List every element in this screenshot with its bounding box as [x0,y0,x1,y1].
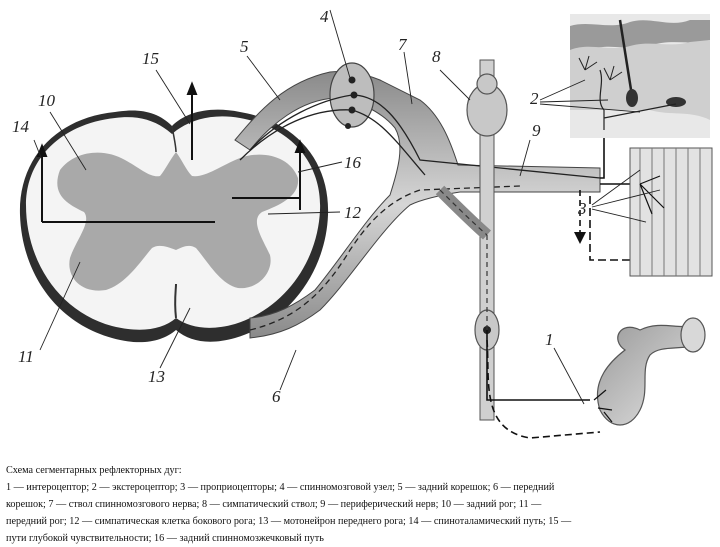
label-14: 14 [12,117,29,136]
label-4: 4 [320,7,329,26]
label-1: 1 [545,330,554,349]
label-13: 13 [148,367,165,386]
label-10: 10 [38,91,55,110]
label-3: 3 [578,199,587,218]
intestine-interoceptor [594,318,705,425]
muscle-proprioceptor [630,148,712,276]
spinal-cord-section [20,110,328,342]
skin-exteroceptor [570,14,710,138]
label-15: 15 [142,49,159,68]
label-12: 12 [344,203,361,222]
label-6: 6 [272,387,281,406]
label-2: 2 [530,89,539,108]
caption-line: 1 — интероцептор; 2 — экстероцептор; 3 — проприоцепторы; 4 — спинномозговой узел; 5 — задний корешок; 6 — передний [6,482,555,493]
caption-line: корешок; 7 — ствол спинномозгового нерва; 8 — симпатический ствол; 9 — периферический нерв; 10 — задний рог; 11 — [6,499,542,510]
label-16: 16 [344,153,361,172]
label-11: 11 [18,347,34,366]
label-7: 7 [398,35,407,54]
figure-caption [6,462,714,547]
label-8: 8 [432,47,441,66]
caption-title: Схема сегментарных рефлекторных дуг: [6,465,182,476]
label-9: 9 [532,121,541,140]
caption-line: передний рог; 12 — симпатическая клетка бокового рога; 13 — мотонейрон переднего рога; 14 — спиноталамический путь; 15 — [6,516,572,527]
caption-line: пути глубокой чувствительности; 16 — задний спинномозжечковый путь [6,533,324,544]
label-5: 5 [240,37,249,56]
